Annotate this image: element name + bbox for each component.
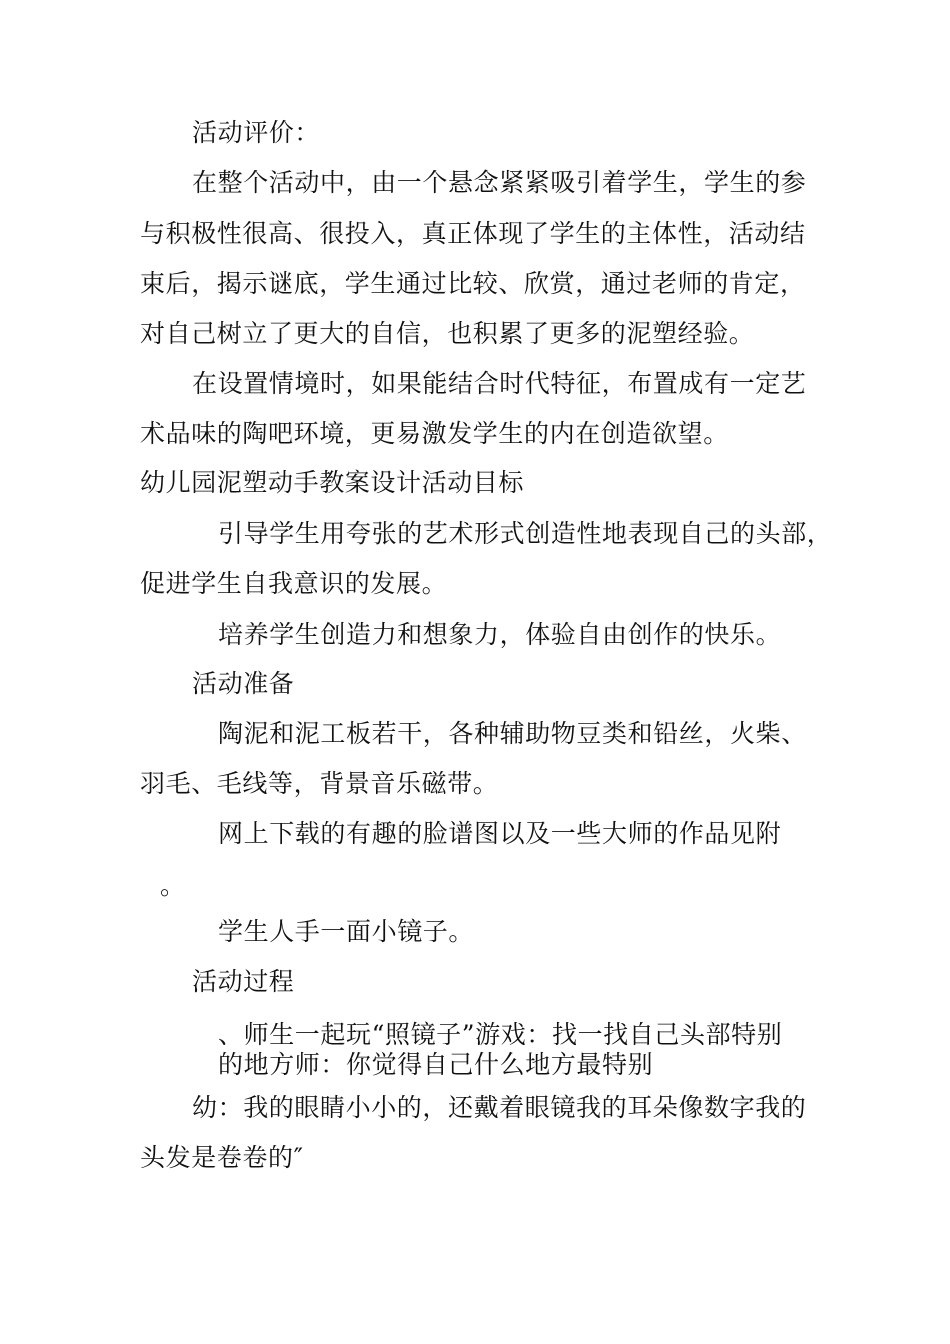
paragraph-line: 与积极性很高、很投入，真正体现了学生的主体性，活动结 [140,219,806,248]
paragraph-line: 。 [160,871,186,900]
paragraph-line: 头发是卷卷的″ [140,1143,304,1172]
section-heading-process: 活动过程 [192,967,295,996]
paragraph-line: 陶泥和泥工板若干，各种辅助物豆类和铅丝，火柴、 [218,719,807,748]
paragraph-line: 学生人手一面小镜子。 [218,917,475,946]
paragraph-line: 束后，揭示谜底，学生通过比较、欣赏，通过老师的肯定， [140,269,806,298]
paragraph-line: 对自己树立了更大的自信，也积累了更多的泥塑经验。 [140,319,755,348]
section-heading-preparation: 活动准备 [192,669,295,698]
paragraph-line: 幼：我的眼睛小小的，还戴着眼镜我的耳朵像数字我的 [192,1093,807,1122]
paragraph-line: 在设置情境时，如果能结合时代特征，布置成有一定艺 [192,369,807,398]
paragraph-line: 培养学生创造力和想象力，体验自由创作的快乐。 [218,620,782,649]
paragraph-line: 在整个活动中，由一个悬念紧紧吸引着学生，学生的参 [192,168,807,197]
paragraph-line: 的地方师：你觉得自己什么地方最特别 [218,1050,654,1079]
paragraph-line: 促进学生自我意识的发展。 [140,569,448,598]
paragraph-line: 羽毛、毛线等，背景音乐磁带。 [140,769,499,798]
section-heading-evaluation: 活动评价： [192,118,321,147]
paragraph-line: 网上下载的有趣的脸谱图以及一些大师的作品见附 [218,819,782,848]
paragraph-line: 、师生一起玩“照镜子”游戏：找一找自己头部特别 [218,1020,783,1049]
paragraph-line: 引导学生用夸张的艺术形式创造性地表现自己的头部， [218,519,833,548]
paragraph-line: 术品味的陶吧环境，更易激发学生的内在创造欲望。 [140,419,729,448]
document-title: 幼儿园泥塑动手教案设计活动目标 [140,468,525,497]
